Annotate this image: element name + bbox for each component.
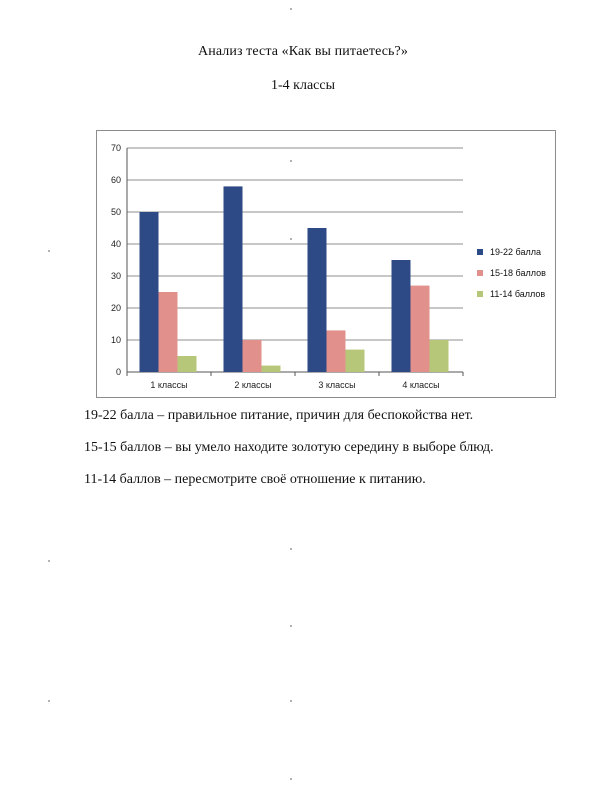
scan-speck [48,250,50,252]
bar-3-1 [178,356,197,372]
scan-speck [48,560,50,562]
bar-1-4 [392,260,411,372]
y-tick-label: 60 [110,175,121,185]
y-tick-label: 10 [110,335,121,345]
legend-label-series-3: 11-14 баллов [490,288,546,299]
legend-label-series-2: 15-18 баллов [490,267,546,278]
page-subtitle: 1-4 классы [271,78,335,93]
y-tick-label: 30 [110,271,121,281]
bar-3-3 [346,350,365,372]
description-line-2: 15-15 баллов – вы умело находите золотую середину в выборе блюд. [84,440,494,455]
scan-speck [290,778,292,780]
x-tick-label: 1 классы [150,380,188,390]
bar-3-4 [430,340,449,372]
description-line-1: 19-22 балла – правильное питание, причин для беспокойства нет. [84,408,474,423]
bar-1-2 [224,186,243,372]
scan-speck [290,625,292,627]
bar-3-2 [262,366,281,372]
bar-2-2 [243,340,262,372]
legend-item-series-1 [477,241,546,262]
x-tick-label: 2 классы [234,380,272,390]
x-tick-label: 4 классы [402,380,440,390]
bar-1-1 [140,212,159,372]
chart-container [96,130,556,398]
scan-speck [290,160,292,162]
scan-speck [290,8,292,10]
description-line-3: 11-14 баллов – пересмотрите своё отношение к питанию. [84,472,426,487]
y-tick-label: 50 [110,207,121,217]
x-tick-label: 3 классы [318,380,356,390]
y-tick-label: 20 [110,303,121,313]
y-tick-label: 40 [110,239,121,249]
legend-label-series-1: 19-22 балла [490,246,541,257]
scan-speck [48,700,50,702]
scan-speck [290,548,292,550]
chart-legend [477,241,546,304]
legend-swatch-series-3 [477,291,483,297]
y-tick-label: 0 [115,367,121,377]
bar-2-4 [411,286,430,372]
legend-item-series-3 [477,283,546,304]
page-title: Анализ теста «Как вы питаетесь?» [198,44,408,59]
scan-speck [290,238,292,240]
bar-1-3 [308,228,327,372]
legend-swatch-series-1 [477,249,483,255]
bar-2-1 [159,292,178,372]
legend-swatch-series-2 [477,270,483,276]
y-tick-label: 70 [110,143,121,153]
legend-item-series-2 [477,262,546,283]
scan-speck [290,700,292,702]
bar-2-3 [327,330,346,372]
